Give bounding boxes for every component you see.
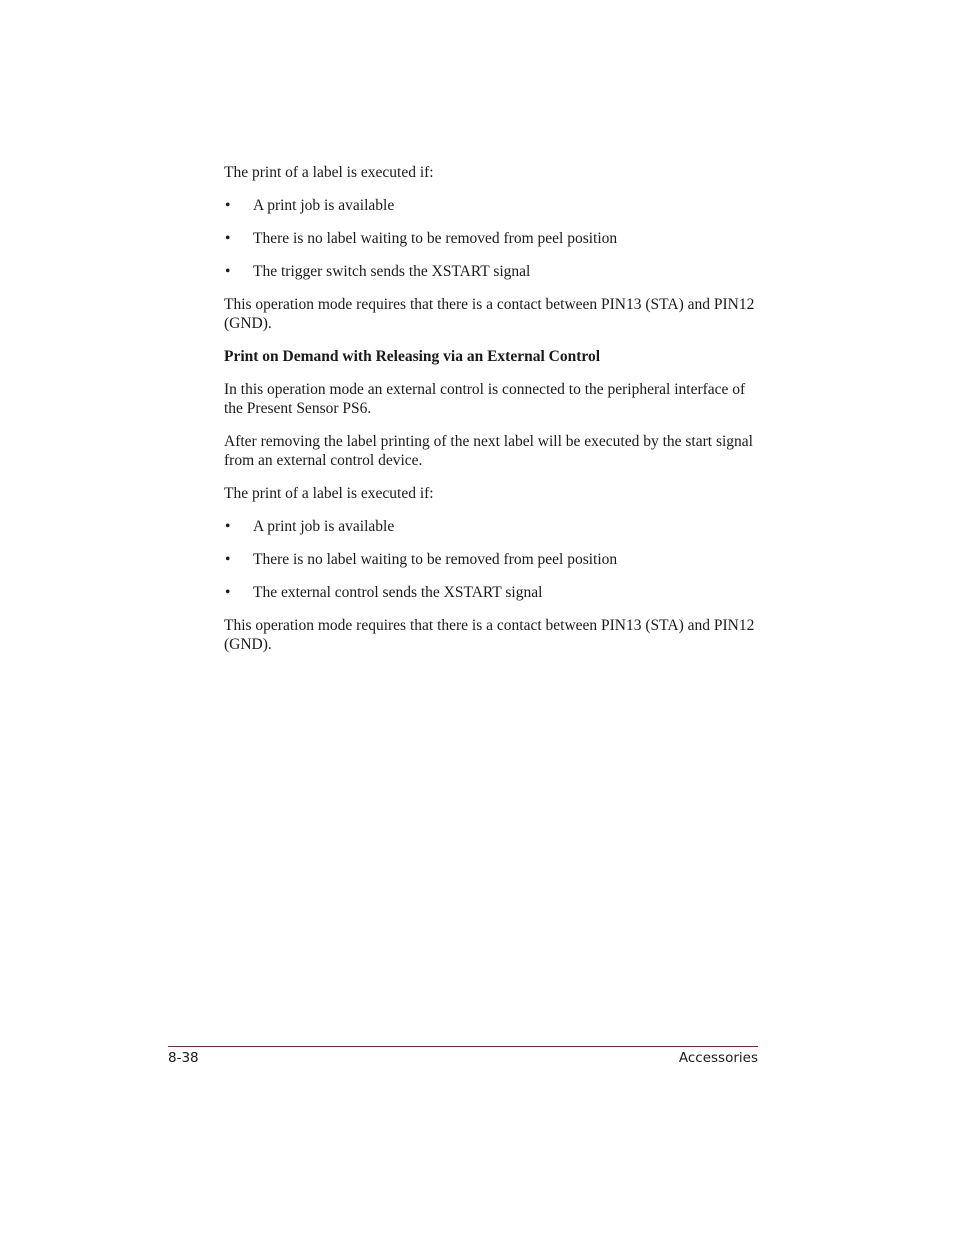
- bullet-icon: •: [225, 584, 231, 601]
- paragraph: In this operation mode an external control is connected to the peripheral interface of the Present Sensor PS6.: [224, 381, 746, 417]
- list-item-text: A print job is available: [253, 197, 395, 214]
- bullet-icon: •: [225, 518, 231, 535]
- paragraph: The print of a label is executed if:: [224, 164, 434, 181]
- footer-divider: [168, 1046, 758, 1047]
- paragraph: After removing the label printing of the next label will be executed by the start signal from an external control device.: [224, 433, 753, 469]
- list-item: [224, 583, 764, 602]
- list-item: [224, 196, 764, 215]
- section-name: Accessories: [678, 1050, 758, 1066]
- paragraph: This operation mode requires that there is a contact between PIN13 (STA) and PIN12 (GND).: [224, 296, 755, 332]
- list-item: [224, 517, 764, 536]
- bullet-icon: •: [225, 263, 231, 280]
- bullet-icon: •: [225, 197, 231, 214]
- section-heading: Print on Demand with Releasing via an External Control: [224, 348, 601, 365]
- bullet-icon: •: [225, 230, 231, 247]
- paragraph: The print of a label is executed if:: [224, 485, 434, 502]
- list-item: [224, 550, 764, 569]
- list-item-text: A print job is available: [253, 518, 395, 535]
- page-number: 8-38: [168, 1050, 199, 1066]
- bullet-icon: •: [225, 551, 231, 568]
- list-item-text: There is no label waiting to be removed from peel position: [253, 230, 618, 247]
- list-item: [224, 229, 764, 248]
- list-item-text: The trigger switch sends the XSTART signal: [253, 263, 531, 280]
- page-footer: [168, 1050, 758, 1066]
- list-item-text: The external control sends the XSTART signal: [253, 584, 543, 601]
- paragraph: This operation mode requires that there is a contact between PIN13 (STA) and PIN12 (GND).: [224, 617, 755, 653]
- list-item: [224, 262, 764, 281]
- list-item-text: There is no label waiting to be removed from peel position: [253, 551, 618, 568]
- page-body: [224, 163, 764, 668]
